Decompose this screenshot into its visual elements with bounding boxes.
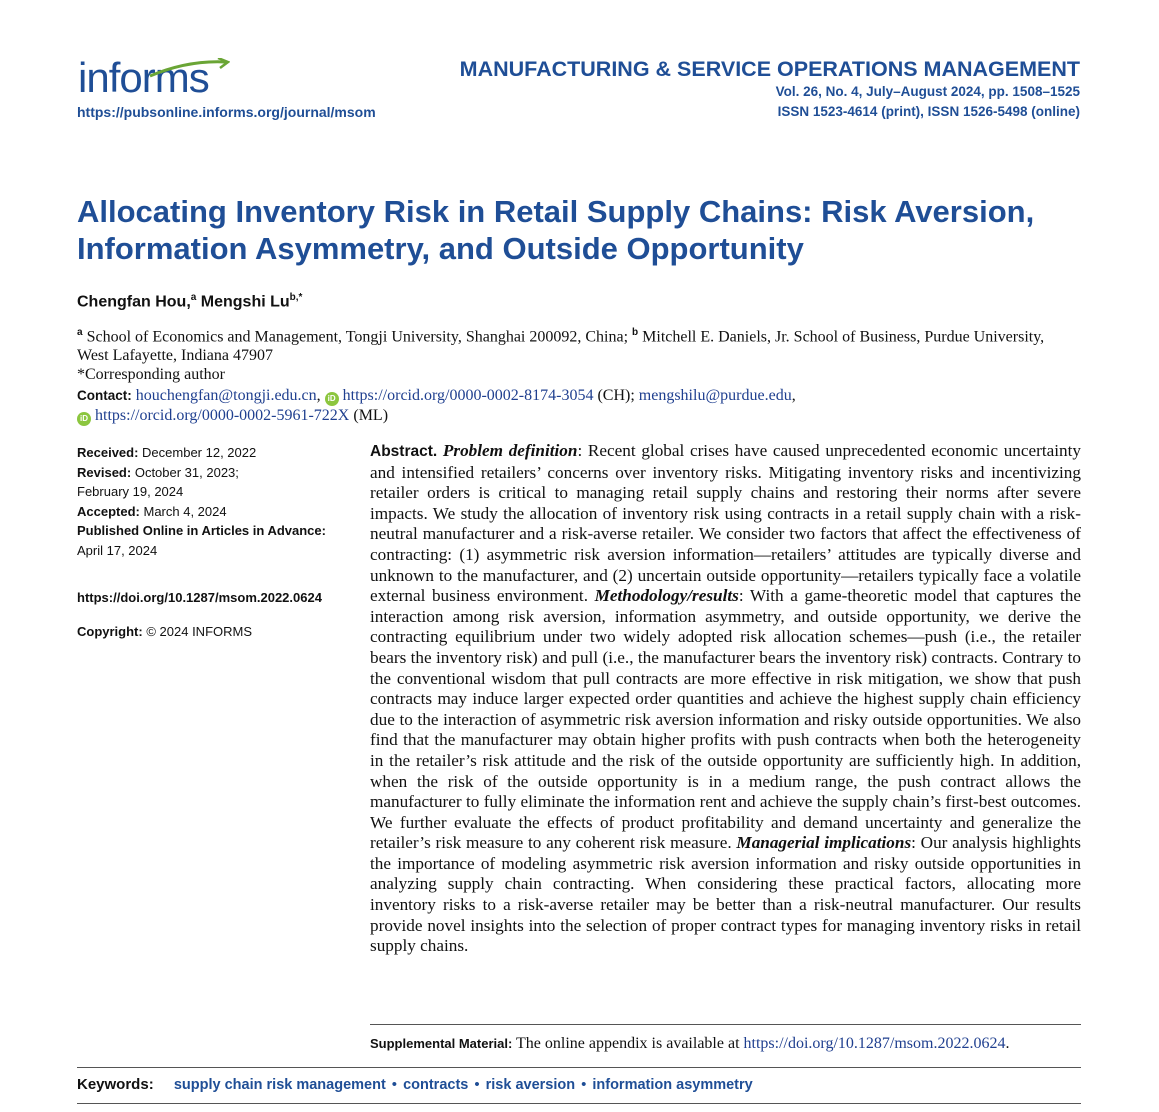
corresponding-author-note: *Corresponding author bbox=[77, 366, 225, 383]
abstract-heading-methodology: Methodology/results bbox=[594, 586, 739, 606]
journal-url-link[interactable]: https://pubsonline.informs.org/journal/msom bbox=[77, 104, 376, 120]
abstract bbox=[370, 441, 1081, 957]
abstract-text-methodology: : With a game-theoretic model that captures the interaction among risk aversion, information asymmetry, and outside opportunity, we derive the contracting equilibrium under two widely adopted risk allocation schemes—push (i.e., the retailer bears the inventory risk) and pull (i.e., the manufacturer bears the inventory risk) contracts. Contrary to the conventional wisdom that pull contracts are more effective in risk mitigation, we show that push contracts may induce larger expected order quantities and achieve the highest supply chain efficiency due to the interaction of asymmetric risk aversion information and risky outside opportunities. We also find that the manufacturer may obtain higher profits with push contracts when both the heterogeneity in the retailer’s risk attitude and the risk of the outside opportunity are sufficiently high. In addition, when the risk of the outside opportunity is in a medium range, the push contract allows the manufacturer to fully eliminate the information rent and achieve the supply chain’s first-best outcomes. We further evaluate the effects of product profitability and demand uncertainty and generalize the retailer’s risk measure to any coherent risk measure. bbox=[370, 586, 1081, 853]
abstract-text-problem: : Recent global crises have caused unprecedented economic uncertainty and intensified retailers’ concerns over inventory risks. Mitigating inventory risks and incentivizing retailer orders is critical to managing retail supply chains and restoring their norms after severe impacts. We study the allocation of inventory risk using contracts in a retail supply chain with a risk-neutral manufacturer and a risk-averse retailer. We consider two factors that affect the effectiveness of contracting: (1) asymmetric risk aversion information—retailers’ attitudes are typically diverse and unknown to the manufacturer, and (2) uncertain outside opportunity—retailers typically face a volatile external business environment. bbox=[370, 441, 1082, 606]
email-link-1[interactable]: houchengfan@tongji.edu.cn bbox=[135, 387, 317, 404]
accepted-label: Accepted: bbox=[77, 503, 140, 519]
email-link-2[interactable]: mengshilu@purdue.edu bbox=[638, 387, 792, 404]
author-affiliation-mark: b,* bbox=[289, 292, 303, 303]
journal-name: MANUFACTURING & SERVICE OPERATIONS MANAGEMENT bbox=[459, 57, 1080, 81]
orcid-icon: iD bbox=[325, 392, 339, 406]
affiliation-mark: b bbox=[632, 327, 639, 338]
keyword-separator: • bbox=[391, 1076, 398, 1093]
keyword-link[interactable]: supply chain risk management bbox=[173, 1077, 386, 1093]
keywords-divider-top bbox=[77, 1067, 1081, 1068]
author-affiliation-mark: a bbox=[190, 292, 197, 303]
keyword-link[interactable]: contracts bbox=[403, 1077, 469, 1093]
revised-label: Revised: bbox=[77, 464, 132, 480]
keyword-link[interactable]: risk aversion bbox=[485, 1077, 576, 1093]
journal-volume-info: Vol. 26, No. 4, July–August 2024, pp. 1508–1525 bbox=[775, 84, 1080, 99]
journal-issn: ISSN 1523-4614 (print), ISSN 1526-5498 (online) bbox=[777, 104, 1080, 119]
copyright bbox=[77, 624, 252, 639]
orcid-link-1[interactable]: https://orcid.org/0000-0002-8174-3054 bbox=[342, 387, 594, 404]
supplemental-end: . bbox=[1005, 1035, 1010, 1052]
supplemental-label: Supplemental Material: bbox=[370, 1036, 513, 1051]
orcid-icon: iD bbox=[77, 412, 91, 426]
copyright-text: © 2024 INFORMS bbox=[146, 624, 253, 639]
copyright-label: Copyright: bbox=[77, 624, 143, 639]
abstract-text-implications: : Our analysis highlights the importance of modeling asymmetric risk aversion information and risky outside opportunities in analyzing supply chain contracting. When considering these practical factors, allocating more inventory risks to a risk-averse retailer may be better than a risk-neutral manufacturer. Our results provide novel insights into the selection of proper contract types for managing inventory risks in retail supply chains. bbox=[370, 833, 1081, 956]
supplemental-link[interactable]: https://doi.org/10.1287/msom.2022.0624 bbox=[743, 1035, 1006, 1052]
keywords bbox=[77, 1076, 753, 1093]
author-list bbox=[77, 292, 302, 311]
accepted-date: March 4, 2024 bbox=[143, 503, 227, 519]
logo-text: informs bbox=[78, 54, 209, 101]
author-name: Chengfan Hou, bbox=[77, 293, 191, 311]
doi-link[interactable]: https://doi.org/10.1287/msom.2022.0624 bbox=[77, 590, 322, 605]
paper-title: Allocating Inventory Risk in Retail Supply Chains: Risk Aversion, Information Asymmetry, and Outside Opportunity bbox=[77, 194, 1035, 266]
orcid-initials-1: (CH); bbox=[597, 387, 635, 404]
keyword-link[interactable]: information asymmetry bbox=[592, 1077, 753, 1093]
logo-swoosh-icon bbox=[148, 58, 230, 80]
published-date: April 17, 2024 bbox=[77, 542, 158, 558]
received-label: Received: bbox=[77, 445, 139, 460]
abstract-divider bbox=[370, 1024, 1081, 1025]
affiliation-mark: a bbox=[77, 327, 83, 338]
orcid-link-2[interactable]: https://orcid.org/0000-0002-5961-722X bbox=[95, 407, 350, 424]
keywords-divider-bottom bbox=[77, 1103, 1081, 1104]
abstract-label: Abstract. bbox=[370, 443, 438, 460]
received-date: December 12, 2022 bbox=[142, 445, 257, 460]
revised-date-2: February 19, 2024 bbox=[77, 484, 184, 499]
affiliation-a: School of Economics and Management, Tongji University, Shanghai 200092, China; bbox=[86, 328, 629, 346]
affiliations bbox=[77, 323, 1077, 365]
keywords-label: Keywords: bbox=[77, 1076, 154, 1093]
supplemental-text: The online appendix is available at bbox=[516, 1035, 740, 1052]
orcid-initials-2: (ML) bbox=[353, 407, 389, 424]
abstract-heading-problem: Problem definition bbox=[442, 441, 578, 460]
keyword-separator: • bbox=[581, 1076, 587, 1093]
keyword-separator: • bbox=[474, 1076, 480, 1093]
supplemental-material bbox=[370, 1035, 1009, 1053]
contact-label: Contact: bbox=[77, 388, 132, 403]
contact-info: Contact: houchengfan@tongji.edu.cn, iD https://orcid.org/0000-0002-8174-3054 (CH); mengshilu@purdue.edu, iD https://orcid.org/0000-0002-5961-722X (ML) bbox=[77, 387, 796, 424]
affiliation-b: Mitchell E. Daniels, Jr. School of Business, Purdue University, West Lafayette, Indiana 47907 bbox=[77, 328, 1045, 365]
revised-date-1: October 31, 2023; bbox=[134, 464, 239, 480]
abstract-heading-implications: Managerial implications bbox=[736, 833, 912, 853]
author-name: Mengshi Lu bbox=[200, 293, 290, 311]
article-history bbox=[77, 443, 347, 560]
published-label: Published Online in Articles in Advance: bbox=[77, 523, 326, 538]
